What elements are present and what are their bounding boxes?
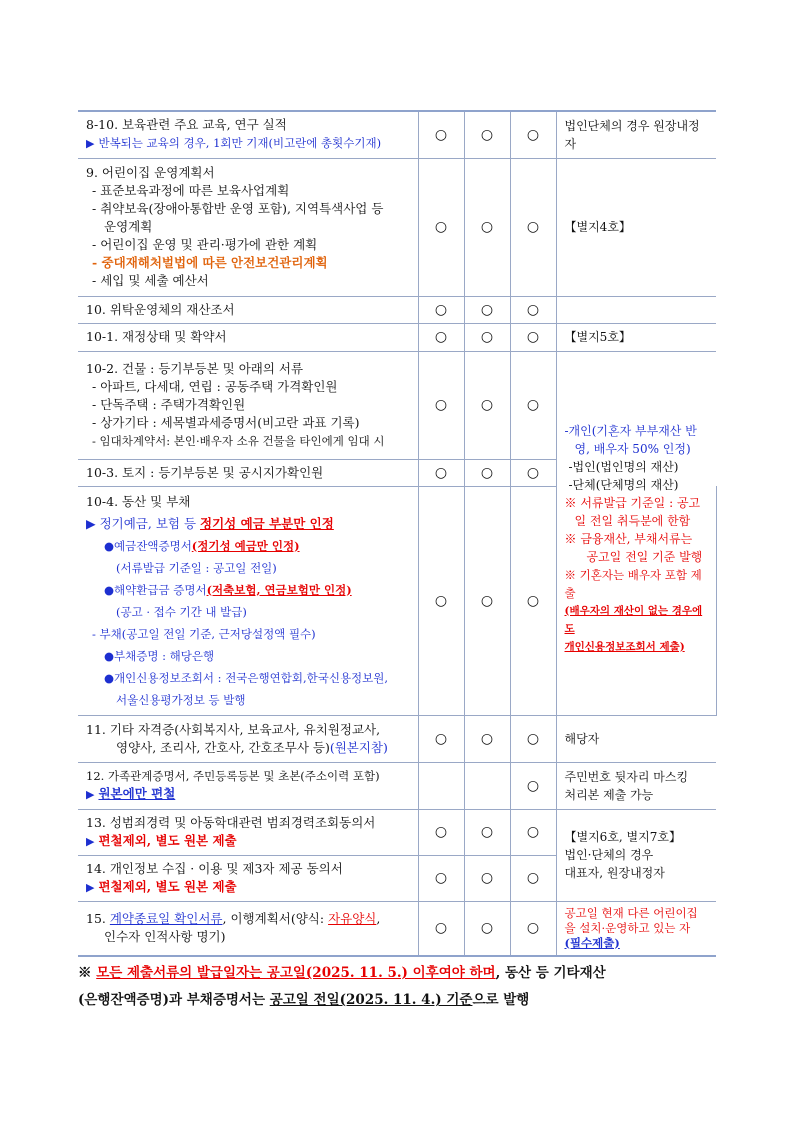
row-line: - 표준보육과정에 따른 보육사업계획: [92, 183, 290, 198]
note-line: -개인(기혼자 부부재산 반: [564, 423, 697, 438]
footer-text: (은행잔액증명)과 부채증명서는: [78, 992, 270, 1008]
check-mark: ○: [418, 715, 464, 762]
row-title: 13. 성범죄경력 및 아동학대관련 범죄경력조회동의서: [86, 814, 376, 830]
check-mark: ○: [418, 323, 464, 351]
document-body: [78, 110, 716, 957]
row-line: (서류발급 기준일 : 공고일 전일): [116, 560, 277, 575]
check-mark: ○: [464, 111, 510, 158]
note-line: 법인·단체의 경우: [564, 848, 654, 862]
check-mark: ○: [464, 459, 510, 486]
check-mark: ○: [510, 901, 556, 956]
row-title: ,: [376, 911, 381, 926]
document-checklist-table: [78, 110, 716, 957]
table-row: [78, 296, 716, 323]
check-mark: ○: [510, 855, 556, 901]
row-title-highlight: 계약종료일 확인서류: [109, 911, 223, 926]
check-mark: ○: [510, 486, 556, 715]
check-mark: ○: [510, 158, 556, 296]
row-title: 11. 기타 자격증(사회복지사, 보육교사, 유치원정교사,: [86, 721, 381, 737]
row-note: [556, 809, 716, 901]
row-title: 10-1. 재정상태 및 확약서: [86, 329, 227, 344]
check-mark: ○: [510, 715, 556, 762]
row-title: 15.: [86, 911, 110, 926]
triangle-icon: ▶: [86, 834, 95, 848]
note-line: (배우자의 재산이 없는 경우에도: [564, 604, 703, 635]
row-line-highlight: (정기성 예금만 인정): [191, 538, 300, 553]
footer-highlight: 공고일 전일(2025. 11. 4.) 기준: [269, 992, 473, 1008]
note-line: ※ 금융재산, 부채서류는: [564, 531, 693, 546]
row-note: [556, 296, 716, 323]
row-title: 10-4. 동산 및 부채: [86, 493, 191, 509]
row-line: - 아파트, 다세대, 연립 : 공동주택 가격확인원: [92, 379, 338, 394]
check-mark: ○: [418, 901, 464, 956]
check-mark: ○: [510, 351, 556, 459]
check-mark: ○: [464, 715, 510, 762]
footer-text: 으로 발행: [472, 992, 530, 1008]
check-mark: ○: [418, 351, 464, 459]
row-title: 12. 가족관계증명서, 주민등록등본 및 초본(주소이력 포함): [86, 769, 380, 783]
row-line: - 세입 및 세출 예산서: [92, 273, 209, 288]
row-subtext: 원본에만 편철: [98, 786, 176, 801]
note-line: -법인(법인명의 재산): [568, 459, 679, 474]
note-line: 대표자, 원장내정자: [564, 866, 665, 880]
check-mark: ○: [418, 296, 464, 323]
check-mark: ○: [464, 901, 510, 956]
row-line: 영양사, 조리사, 간호사, 간호조무사 등): [116, 739, 330, 755]
check-mark: [418, 762, 464, 809]
note-line: 개인신용정보조회서 제출): [564, 640, 685, 653]
note-line: 공고일 현재 다른 어린이집: [564, 905, 698, 920]
check-mark: ○: [510, 296, 556, 323]
row-note: 【별지5호】: [556, 323, 716, 351]
row-note: 【별지4호】: [556, 158, 716, 296]
row-line-highlight: 정기성 예금 부분만 인정: [200, 515, 334, 531]
row-title: , 이행계획서(양식:: [222, 911, 329, 926]
check-mark: ○: [464, 351, 510, 459]
check-mark: ○: [464, 809, 510, 855]
row-note: 해당자: [556, 715, 716, 762]
row-line-highlight: (원본지참): [329, 739, 388, 755]
row-title-highlight: 자유양식: [328, 911, 377, 926]
asset-note: [556, 351, 716, 715]
row-line: - 어린이집 운영 및 관리·평가에 관한 계획: [92, 237, 318, 252]
row-title: 10. 위탁운영체의 재산조서: [86, 301, 235, 317]
triangle-icon: ▶: [86, 788, 95, 801]
row-line-highlight: (저축보험, 연금보험만 인정): [206, 582, 352, 597]
row-line: ●해약환급금 증명서: [104, 582, 207, 597]
table-row: [78, 158, 716, 296]
check-mark: ○: [464, 158, 510, 296]
note-line: 일 전일 취득분에 한함: [574, 513, 691, 528]
check-mark: ○: [418, 855, 464, 901]
row-subtext: 편철제외, 별도 원본 제출: [98, 832, 237, 848]
check-mark: ○: [418, 809, 464, 855]
table-row: [78, 762, 716, 809]
row-line: 서울신용평가정보 등 발행: [116, 692, 246, 707]
row-title: 10-3. 토지 : 등기부등본 및 공시지가확인원: [86, 464, 324, 480]
row-line: ●예금잔액증명서: [104, 538, 192, 553]
triangle-icon: ▶: [86, 137, 95, 151]
row-line: - 단독주택 : 주택가격확인원: [92, 397, 246, 412]
check-mark: ○: [510, 762, 556, 809]
check-mark: ○: [510, 809, 556, 855]
check-mark: ○: [510, 111, 556, 158]
row-line: 인수자 인적사항 명기): [104, 929, 226, 944]
row-line: - 취약보육(장애아통합반 운영 포함), 지역특색사업 등: [92, 201, 384, 216]
note-line: 주민번호 뒷자리 마스킹: [564, 769, 689, 784]
table-row: [78, 809, 716, 855]
note-line: 공고일 전일 기준 발행: [586, 549, 703, 564]
note-line: -단체(단체명의 재산): [568, 477, 679, 492]
row-title: 8-10. 보육관련 주요 교육, 연구 실적: [86, 117, 287, 133]
footer-highlight: 모든 제출서류의 발급일자는 공고일(2025. 11. 5.) 이후여야 하며: [96, 965, 496, 981]
row-line: 운영계획: [104, 219, 153, 234]
footer-notice: [78, 960, 718, 1014]
row-line: - 부채(공고일 전일 기준, 근저당설정액 필수): [92, 626, 316, 641]
row-line: ▶ 정기예금, 보험 등: [86, 515, 201, 531]
triangle-icon: ▶: [86, 880, 95, 894]
note-line: 처리본 제출 가능: [564, 787, 654, 802]
table-row: [78, 901, 716, 956]
note-line: ※ 기혼자는 배우자 포함 제출: [564, 567, 702, 600]
check-mark: ○: [464, 855, 510, 901]
check-mark: ○: [464, 323, 510, 351]
check-mark: ○: [418, 486, 464, 715]
note-line: 을 설치·운영하고 있는 자: [564, 920, 691, 935]
row-line: (공고 · 접수 기간 내 발급): [116, 604, 247, 619]
note-line: 【별지6호, 별지7호】: [564, 830, 681, 844]
row-subtext: 편철제외, 별도 원본 제출: [98, 878, 237, 894]
note-line: 영, 배우자 50% 인정): [574, 441, 691, 456]
table-row: [78, 351, 716, 459]
table-row: [78, 323, 716, 351]
row-title: 14. 개인정보 수집 · 이용 및 제3자 제공 동의서: [86, 860, 343, 876]
check-mark: [464, 762, 510, 809]
check-mark: ○: [418, 459, 464, 486]
row-note: 법인단체의 경우 원장내정자: [556, 111, 716, 158]
row-line: ●개인신용정보조회서 : 전국은행연합회,한국신용정보원,: [104, 670, 389, 685]
note-line: ※ 서류발급 기준일 : 공고: [564, 495, 701, 510]
check-mark: ○: [418, 111, 464, 158]
note-line: (필수제출): [564, 935, 620, 950]
check-mark: ○: [510, 323, 556, 351]
check-mark: ○: [464, 486, 510, 715]
row-line-highlight: - 중대재해처벌법에 따른 안전보건관리계획: [92, 255, 328, 270]
check-mark: ○: [510, 459, 556, 486]
row-line: - 상가기타 : 세목별과세증명서(비고란 과표 기록): [92, 415, 360, 430]
row-title: 10-2. 건물 : 등기부등본 및 아래의 서류: [86, 361, 304, 376]
check-mark: ○: [464, 296, 510, 323]
row-subtext: 반복되는 교육의 경우, 1회만 기재(비고란에 총횟수기재): [98, 136, 382, 151]
row-title: 9. 어린이집 운영계획서: [86, 165, 215, 180]
table-row: [78, 715, 716, 762]
row-line: - 임대차계약서: 본인·배우자 소유 건물을 타인에게 임대 시: [92, 434, 385, 448]
check-mark: ○: [418, 158, 464, 296]
footer-text: , 동산 등 기타재산: [495, 965, 606, 981]
reference-mark: ※: [78, 965, 97, 981]
table-row: [78, 111, 716, 158]
row-line: ●부채증명 : 해당은행: [104, 648, 215, 663]
